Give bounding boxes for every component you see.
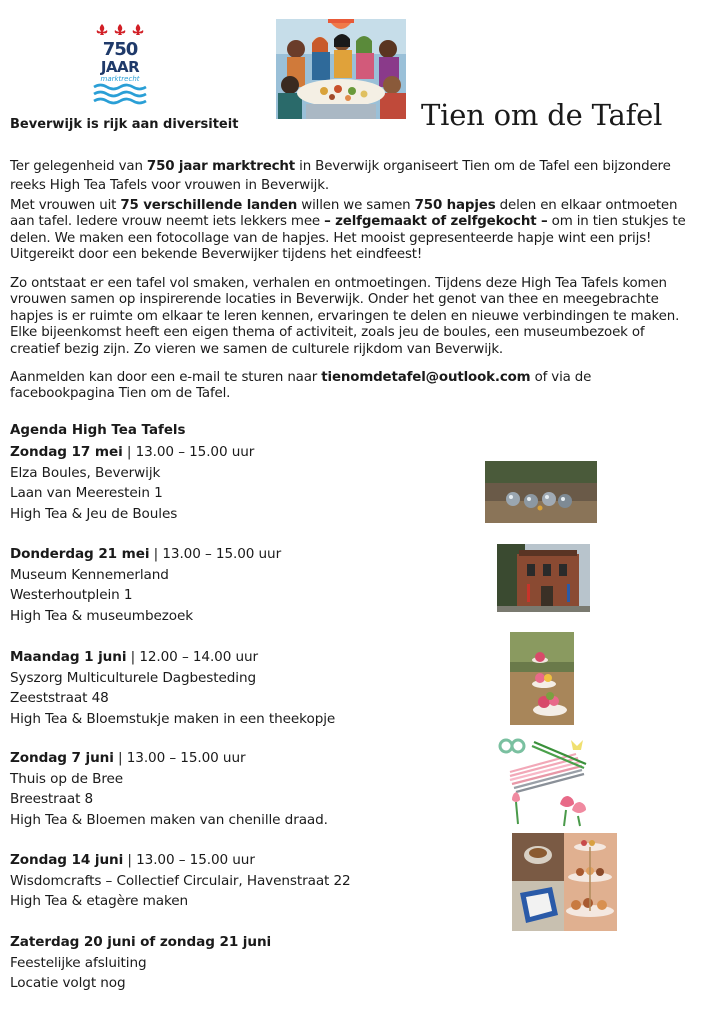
teacup-flowers-photo xyxy=(510,632,574,725)
logo-script: marktrecht xyxy=(100,75,140,83)
chenille-flowers-photo xyxy=(496,734,590,828)
intro-line-5: delen. We maken een fotocollage van de hapjes. Het mooist gepresenteerde hapje wint een prijs! xyxy=(10,230,652,246)
event-location: Syszorg Multiculturele Dagbesteding xyxy=(10,669,257,686)
intro-line-2: reeks High Tea Tafels voor vrouwen in Beverwijk. xyxy=(10,178,329,193)
event-location: Wisdomcrafts – Collectief Circulair, Havenstraat 22 xyxy=(10,872,351,889)
intro-line-6: Uitgereikt door een bekende Beverwijker tijdens het eindfeest! xyxy=(10,247,423,263)
fleur-de-lis-icon xyxy=(97,24,144,35)
etagere-collage-photo xyxy=(512,833,617,931)
description-line: vrouwen samen op inspirerende locaties in Beverwijk. Onder het genot van thee en meegebrachte xyxy=(10,292,659,308)
agenda-event xyxy=(10,544,281,626)
intro-line-3: Met vrouwen uit 75 verschillende landen willen we samen 750 hapjes delen en elkaar ontmoeten xyxy=(10,198,678,213)
event-address: Laan van Meerestein 1 xyxy=(10,485,163,501)
event-location: Museum Kennemerland xyxy=(10,566,169,583)
jeu-de-boules-photo xyxy=(485,461,597,523)
event-address: Westerhoutplein 1 xyxy=(10,587,133,603)
description-line: creatief bezig zijn. Zo vieren we samen de culturele rijkdom van Beverwijk. xyxy=(10,341,504,357)
event-activity: High Tea & museumbezoek xyxy=(10,607,194,624)
event-activity: Feestelijke afsluiting xyxy=(10,954,147,971)
event-activity: High Tea & etagère maken xyxy=(10,893,189,909)
women-at-table-illustration xyxy=(276,19,406,119)
event-date-line: Zondag 17 mei | 13.00 – 15.00 uur xyxy=(10,444,255,460)
logo-number: 750 xyxy=(102,39,138,60)
750-jaar-marktrecht-logo xyxy=(88,20,152,106)
intro-paragraph-continued xyxy=(10,198,710,264)
intro-line-4: aan tafel. Iedere vrouw neemt iets lekkers mee – zelfgemaakt of zelfgekocht – om in tien stukjes te xyxy=(10,214,686,230)
event-activity: High Tea & Bloemen maken van chenille draad. xyxy=(10,811,328,828)
agenda-event xyxy=(10,748,328,830)
event-location: Locatie volgt nog xyxy=(10,975,126,991)
description-line: Zo ontstaat er een tafel vol smaken, verhalen en ontmoetingen. Tijdens deze High Tea Tafels komen xyxy=(10,276,667,291)
agenda-event xyxy=(10,647,335,729)
page-title: Tien om de Tafel xyxy=(421,98,663,132)
event-activity: High Tea & Bloemstukje maken in een theekopje xyxy=(10,710,336,727)
agenda-event xyxy=(10,932,271,994)
water-waves-icon xyxy=(94,85,146,103)
event-address: Breestraat 8 xyxy=(10,791,94,807)
museum-building-photo xyxy=(497,544,590,612)
agenda-event xyxy=(10,442,254,524)
signup-line-2: facebookpagina Tien om de Tafel. xyxy=(10,386,231,402)
intro-line-1: Ter gelegenheid van 750 jaar marktrecht in Beverwijk organiseert Tien om de Tafel een bijzondere xyxy=(10,159,671,174)
page-subtitle: Beverwijk is rijk aan diversiteit xyxy=(10,117,239,132)
intro-paragraph xyxy=(10,157,710,195)
event-location: Thuis op de Bree xyxy=(10,770,124,787)
signup-line-1: Aanmelden kan door een e-mail te sturen naar tienomdetafel@outlook.com of via de xyxy=(10,370,592,385)
description-line: Elke bijeenkomst heeft een eigen thema of activiteit, zoals jeu de boules, een museumbezoek of xyxy=(10,325,645,341)
description-line: hapjes is er ruimte om elkaar te leren kennen, ervaringen te delen en nieuwe verbindingen te maken. xyxy=(10,308,680,324)
logo-word: JAAR xyxy=(100,58,140,76)
agenda-event xyxy=(10,850,351,912)
description-paragraph xyxy=(10,276,710,358)
event-location: Elza Boules, Beverwijk xyxy=(10,464,161,481)
event-date-line: Zondag 14 juni | 13.00 – 15.00 uur xyxy=(10,852,255,868)
event-date-line: Zondag 7 juni | 13.00 – 15.00 uur xyxy=(10,750,246,766)
agenda-heading: Agenda High Tea Tafels xyxy=(10,423,186,438)
signup-paragraph xyxy=(10,370,710,403)
event-date-line: Donderdag 21 mei | 13.00 – 15.00 uur xyxy=(10,546,282,562)
email-address: tienomdetafel@outlook.com xyxy=(321,370,531,385)
event-activity: High Tea & Jeu de Boules xyxy=(10,505,178,522)
event-date-line: Maandag 1 juni | 12.00 – 14.00 uur xyxy=(10,649,259,665)
event-date-line: Zaterdag 20 juni of zondag 21 juni xyxy=(10,934,272,950)
event-address: Zeeststraat 48 xyxy=(10,690,109,706)
